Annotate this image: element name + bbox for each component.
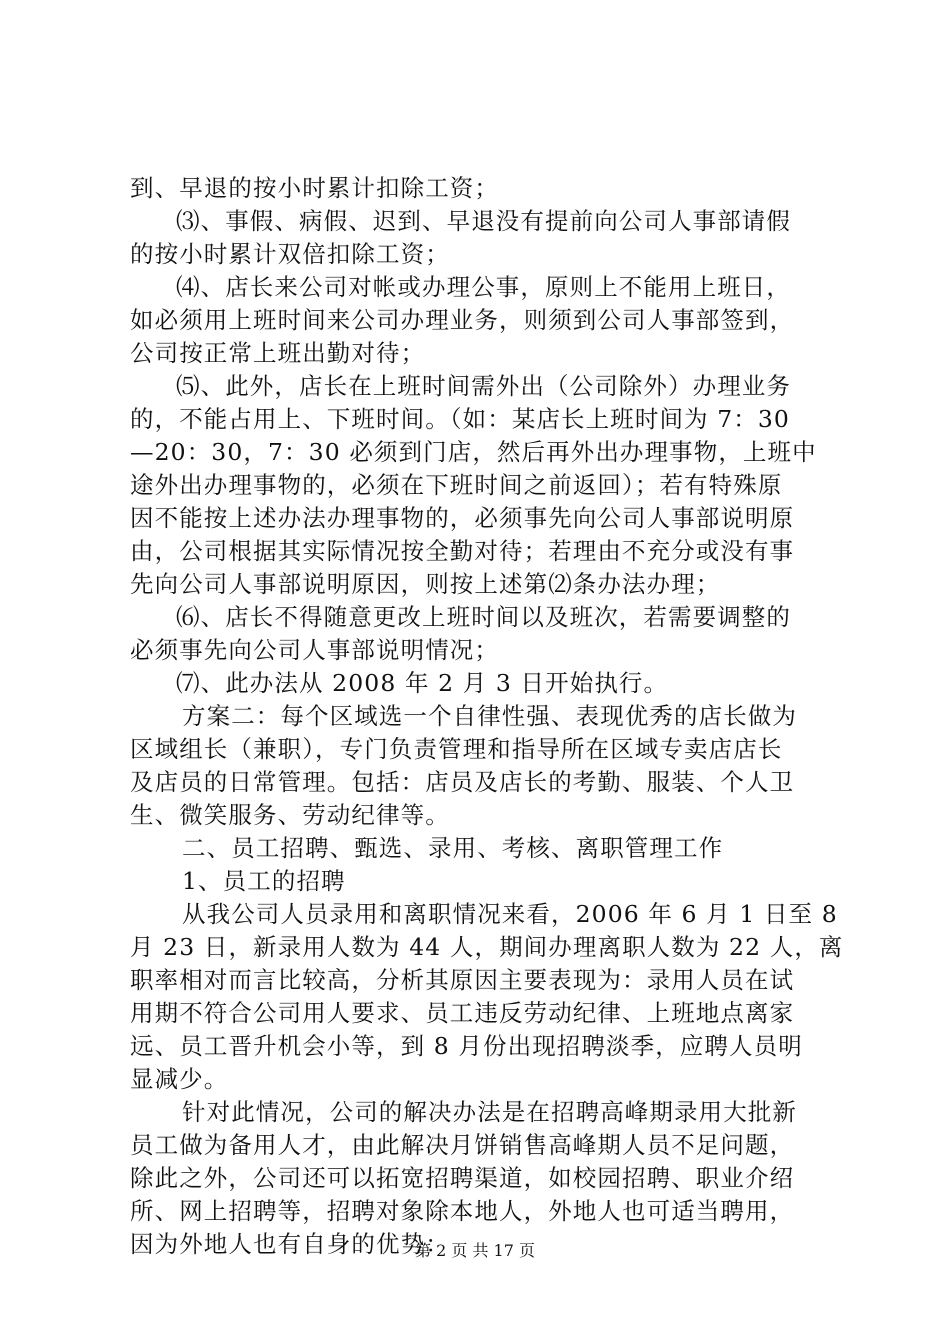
text-line: 除此之外，公司还可以拓宽招聘渠道，如校园招聘、职业介绍 <box>130 1164 795 1192</box>
text-line: 如必须用上班时间来公司办理业务，则须到公司人事部签到， <box>130 306 795 334</box>
text-line: 所、网上招聘等，招聘对象除本地人，外地人也可适当聘用， <box>130 1197 795 1225</box>
text-line: 先向公司人事部说明原因，则按上述第⑵条办法办理； <box>130 570 721 598</box>
text-line: ⑷、店长来公司对帐或办理公事，原则上不能用上班日， <box>176 273 791 301</box>
text-line: ⑶、事假、病假、迟到、早退没有提前向公司人事部请假 <box>176 207 791 235</box>
text-line: 由，公司根据其实际情况按全勤对待；若理由不充分或没有事 <box>130 537 795 565</box>
text-line: 显减少。 <box>130 1065 229 1093</box>
text-line: 针对此情况，公司的解决办法是在招聘高峰期录用大批新 <box>182 1098 797 1126</box>
text-line: 及店员的日常管理。包括：店员及店长的考勤、服装、个人卫 <box>130 768 795 796</box>
text-line: 途外出办理事物的，必须在下班时间之前返回）；若有特殊原 <box>130 471 783 499</box>
section-heading: 二、员工招聘、甄选、录用、考核、离职管理工作 <box>182 834 724 862</box>
text-line: 职率相对而言比较高，分析其原因主要表现为：录用人员在试 <box>130 966 795 994</box>
text-line: 到、早退的按小时累计扣除工资； <box>130 174 499 202</box>
subsection-heading: 1、员工的招聘 <box>182 867 346 895</box>
text-line: 的，不能占用上、下班时间。（如：某店长上班时间为 7：30 <box>130 405 790 433</box>
text-line: 因不能按上述办法办理事物的，必须事先向公司人事部说明原 <box>130 504 795 532</box>
text-line: 的按小时累计双倍扣除工资； <box>130 240 450 268</box>
text-line: ⑺、此办法从 2008 年 2 月 3 日开始执行。 <box>176 669 669 697</box>
document-body <box>130 172 844 1261</box>
text-line: —20：30，7：30 必须到门店，然后再外出办理事物，上班中 <box>130 438 817 466</box>
text-line: 月 23 日，新录用人数为 44 人，期间办理离职人数为 22 人，离 <box>130 933 844 961</box>
text-line: 因为外地人也有自身的优势： <box>130 1230 450 1258</box>
text-line: ⑹、店长不得随意更改上班时间以及班次，若需要调整的 <box>176 603 791 631</box>
page-number: 第 2 页 共 17 页 <box>415 1241 535 1260</box>
text-line: 区域组长（兼职），专门负责管理和指导所在区域专卖店店长 <box>130 735 783 763</box>
text-line: 用期不符合公司用人要求、员工违反劳动纪律、上班地点离家 <box>130 999 795 1027</box>
text-line: 必须事先向公司人事部说明情况； <box>130 636 499 664</box>
text-line: 从我公司人员录用和离职情况来看，2006 年 6 月 1 日至 8 <box>182 900 838 928</box>
text-line: 远、员工晋升机会小等，到 8 月份出现招聘淡季，应聘人员明 <box>130 1032 803 1060</box>
text-line: ⑸、此外，店长在上班时间需外出（公司除外）办理业务 <box>176 372 791 400</box>
text-line: 公司按正常上班出勤对待； <box>130 339 426 367</box>
text-line: 生、微笑服务、劳动纪律等。 <box>130 801 450 829</box>
text-line: 员工做为备用人才，由此解决月饼销售高峰期人员不足问题， <box>130 1131 795 1159</box>
page-footer <box>0 1240 950 1262</box>
text-line: 方案二：每个区域选一个自律性强、表现优秀的店长做为 <box>182 702 797 730</box>
